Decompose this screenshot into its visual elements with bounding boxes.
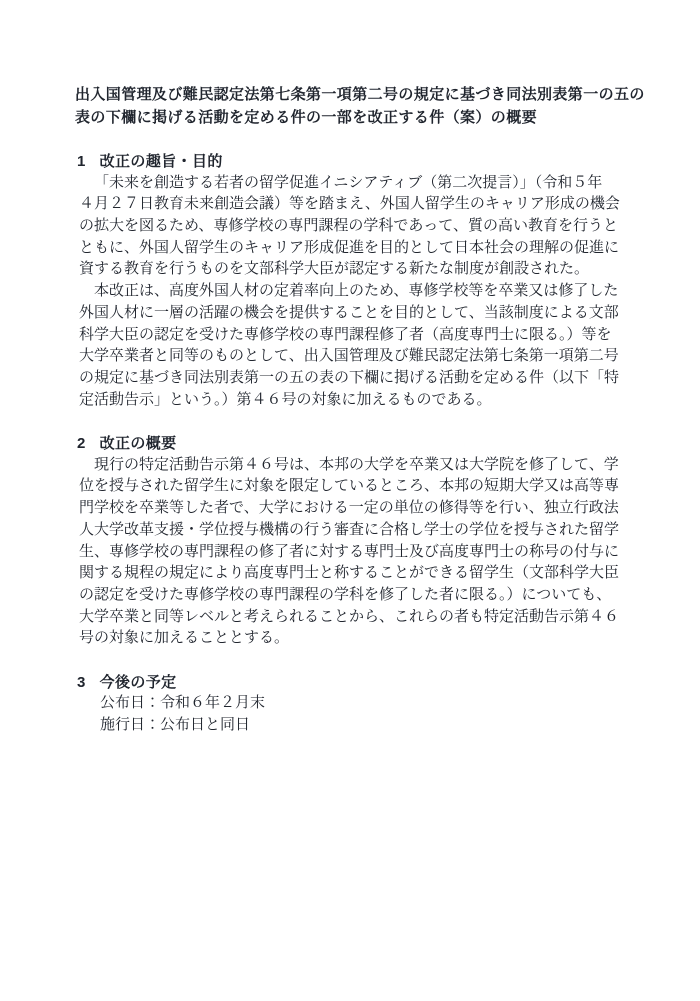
paragraph [75, 281, 630, 411]
section-heading [75, 672, 630, 694]
text-line: 「未来を創造する若者の留学促進イニシアティブ（第二次提言）」（令和５年 [94, 174, 603, 191]
text-line: 人大学改革支援・学位授与機構の行う審査に合格し学士の学位を授与された留学 [79, 521, 620, 538]
paragraph [75, 173, 630, 282]
text-line: 位を授与された留学生に対象を限定しているところ、本邦の短期大学又は高等専 [79, 478, 620, 495]
document-title [75, 84, 645, 129]
text-line: ４月２７日教育未来創造会議）等を踏まえ、外国人留学生のキャリア形成の機会 [79, 196, 620, 213]
text-line: 資する教育を行うものを文部科学大臣が認定する新たな制度が創設された。 [79, 261, 590, 278]
schedule-line-promulgation: 公布日：令和６年２月末 [100, 695, 266, 712]
text-line: 科学大臣の認定を受けた専修学校の専門課程修了者（高度専門士に限る。）等を [79, 326, 612, 343]
section-number: 1 [77, 152, 86, 170]
title-line: 出入国管理及び難民認定法第七条第一項第二号の規定に基づき同法別表第一の五の [75, 86, 645, 103]
text-line: ともに、外国人留学生のキャリア形成促進を目的として日本社会の理解の促進に [79, 239, 620, 256]
section-heading-label: 今後の予定 [99, 673, 177, 691]
section-heading-label: 改正の趣旨・目的 [99, 152, 223, 170]
section-heading [75, 151, 630, 173]
title-line: 表の下欄に掲げる活動を定める件の一部を改正する件（案）の概要 [75, 108, 538, 126]
text-line: 定活動告示」という。）第４６号の対象に加えるものである。 [79, 391, 492, 408]
text-line: 外国人材に一層の活躍の機会を提供することを目的として、当該制度による文部 [79, 304, 619, 321]
text-line: 大学卒業と同等レベルと考えられることから、これらの者も特定活動告示第４６ [79, 608, 620, 625]
schedule-line-enforcement: 施行日：公布日と同日 [100, 717, 251, 734]
text-line: の拡大を図るため、専修学校の専門課程の学科であって、質の高い教育を行うと [79, 217, 618, 234]
section-number: 3 [77, 673, 86, 691]
text-line: 大学卒業者と同等のものとして、出入国管理及び難民認定法第七条第一項第二号 [79, 348, 619, 365]
text-line: の認定を受けた専修学校の専門課程の学科を修了した者に限る。）についても、 [79, 586, 612, 603]
paragraph [75, 455, 630, 650]
section-overview [75, 433, 630, 650]
text-line: の規定に基づき同法別表第一の五の表の下欄に掲げる活動を定める件（以下「特 [79, 369, 620, 386]
text-line: 現行の特定活動告示第４６号は、本邦の大学を卒業又は大学院を修了して、学 [94, 456, 619, 473]
text-line: 門学校を卒業等した者で、大学における一定の単位の修得等を行い、独立行政法 [79, 500, 619, 517]
section-schedule [75, 672, 630, 737]
schedule-list [75, 693, 630, 736]
section-number: 2 [77, 435, 86, 452]
text-line: 号の対象に加えることとする。 [79, 630, 290, 647]
section-heading [75, 433, 630, 455]
text-line: 本改正は、高度外国人材の定着率向上のため、専修学校等を卒業又は修了した [94, 283, 619, 300]
section-heading-label: 改正の概要 [99, 435, 177, 452]
text-line: 関する規程の規定により高度専門士と称することができる留学生（文部科学大臣 [79, 565, 620, 582]
section-purpose [75, 151, 630, 411]
text-line: 生、専修学校の専門課程の修了者に対する専門士及び高度専門士の称号の付与に [79, 543, 620, 560]
